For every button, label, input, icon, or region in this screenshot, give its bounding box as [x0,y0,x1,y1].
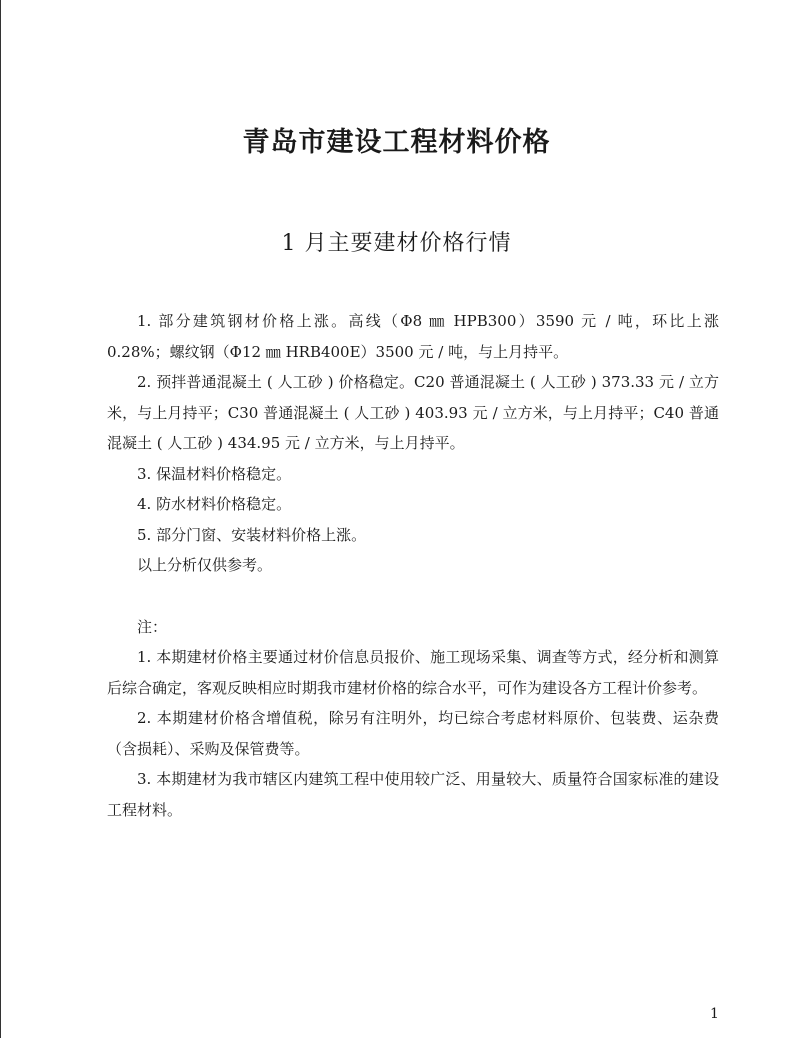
document-body [107,306,719,825]
notes-heading: 注： [137,617,168,636]
analysis-paragraph-3: 3. 保温材料价格稳定。 [137,464,292,483]
analysis-disclaimer: 以上分析仅供参考。 [137,556,273,574]
analysis-paragraph-1: 1. 部分建筑钢材价格上涨。高线（Φ8 ㎜ HPB300）3590 元 / 吨，环比上涨 0.28%；螺纹钢（Φ12 ㎜ HRB400E）3500 元 / 吨，与上月持平。 [107,312,719,361]
document-title: 青岛市建设工程材料价格 [242,127,551,158]
page-number: 1 [710,1006,719,1022]
note-paragraph-1: 1. 本期建材价格主要通过材价信息员报价、施工现场采集、调查等方式，经分析和测算后综合确定，客观反映相应时期我市建材价格的综合水平，可作为建设各方工程计价参考。 [107,648,719,697]
analysis-paragraph-2: 2. 预拌普通混凝土 ( 人工砂 ) 价格稳定。C20 普通混凝土 ( 人工砂 ) 373.33 元 / 立方米，与上月持平；C30 普通混凝土 ( 人工砂 ) 403.93 元 / 立方米，与上月持平；C40 普通混凝土 ( 人工砂 ) 434.95 元 / 立方米，与上月持平。 [107,373,719,452]
section-spacer [107,581,719,612]
note-paragraph-3: 3. 本期建材为我市辖区内建筑工程中使用较广泛、用量较大、质量符合国家标准的建设工程材料。 [107,770,719,819]
analysis-paragraph-4: 4. 防水材料价格稳定。 [137,495,292,513]
document-subtitle: 1 月主要建材价格行情 [281,231,512,256]
note-paragraph-2: 2. 本期建材价格含增值税，除另有注明外，均已综合考虑材料原价、包装费、运杂费（含损耗）、采购及保管费等。 [107,709,719,758]
analysis-paragraph-5: 5. 部分门窗、安装材料价格上涨。 [137,525,367,544]
